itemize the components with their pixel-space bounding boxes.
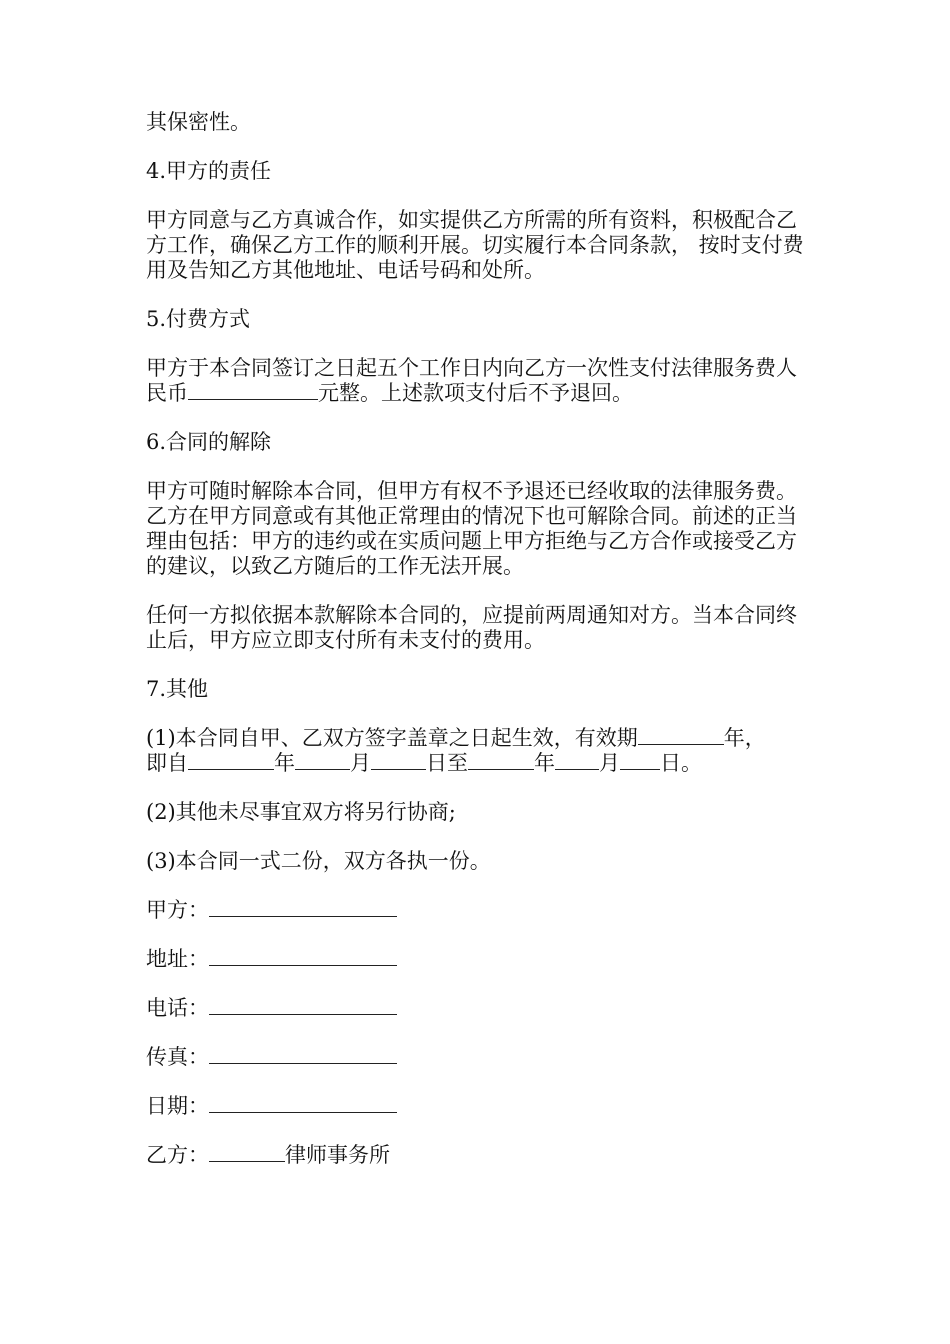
party-a-line xyxy=(146,898,810,923)
phone-blank[interactable] xyxy=(209,997,397,1015)
clause-other-matters: (2)其他未尽事宜双方将另行协商; xyxy=(146,800,456,824)
contract-page xyxy=(146,110,810,1168)
paragraph-payment xyxy=(146,356,810,406)
law-firm-name-blank[interactable] xyxy=(209,1144,285,1162)
phone-label: 电话： xyxy=(146,996,209,1020)
fax-blank[interactable] xyxy=(209,1046,397,1064)
paragraph-termination: 甲方可随时解除本合同，但甲方有权不予退还已经收取的法律服务费。乙方在甲方同意或有其他正常理由的情况下也可解除合同。前述的正当理由包括：甲方的违约或在实质问题上甲方拒绝与乙方合作或接受乙方的建议，以致乙方随后的工作无法开展。 xyxy=(146,479,797,578)
phone-line xyxy=(146,996,810,1021)
section-heading-6: 6.合同的解除 xyxy=(146,430,272,454)
section-heading-4: 4.甲方的责任 xyxy=(146,159,272,183)
paragraph-termination-notice: 任何一方拟依据本款解除本合同的，应提前两周通知对方。当本合同终止后，甲方应立即支付所有未支付的费用。 xyxy=(146,603,797,652)
from-label: 即自 xyxy=(146,751,188,775)
clause-effective-period xyxy=(146,726,810,776)
paragraph-confidentiality-tail: 其保密性。 xyxy=(146,110,251,134)
end-year-blank[interactable] xyxy=(468,752,534,770)
month-unit: 月 xyxy=(350,751,371,775)
party-a-blank[interactable] xyxy=(209,899,397,917)
fax-line xyxy=(146,1045,810,1070)
clause-copies: (3)本合同一式二份，双方各执一份。 xyxy=(146,849,491,873)
address-line xyxy=(146,947,810,972)
fax-label: 传真： xyxy=(146,1045,209,1069)
paragraph-party-a-responsibility: 甲方同意与乙方真诚合作，如实提供乙方所需的所有资料，积极配合乙方工作，确保乙方工作的顺利开展。切实履行本合同条款， 按时支付费用及告知乙方其他地址、电话号码和处所。 xyxy=(146,208,804,282)
date-blank[interactable] xyxy=(209,1095,397,1113)
party-a-label: 甲方： xyxy=(146,898,209,922)
address-blank[interactable] xyxy=(209,948,397,966)
validity-years-blank[interactable] xyxy=(638,727,724,745)
fee-amount-blank[interactable] xyxy=(188,382,318,400)
payment-text-before: 甲方于本合同签订之日起五个工作日内向乙方一次性支付法律服务费人民币 xyxy=(146,356,797,405)
day-to-unit: 日至 xyxy=(426,751,468,775)
effective-text: (1)本合同自甲、乙双方签字盖章之日起生效，有效期 xyxy=(146,726,638,750)
end-month-blank[interactable] xyxy=(555,752,599,770)
section-heading-7: 7.其他 xyxy=(146,677,209,701)
year-unit-2: 年 xyxy=(534,751,555,775)
party-b-line xyxy=(146,1143,810,1168)
party-b-label: 乙方： xyxy=(146,1143,209,1167)
payment-text-after: 元整。上述款项支付后不予退回。 xyxy=(318,381,633,405)
end-day-blank[interactable] xyxy=(620,752,660,770)
date-label: 日期： xyxy=(146,1094,209,1118)
year-unit: 年 xyxy=(274,751,295,775)
start-year-blank[interactable] xyxy=(188,752,274,770)
law-firm-suffix: 律师事务所 xyxy=(285,1143,390,1167)
address-label: 地址： xyxy=(146,947,209,971)
date-line xyxy=(146,1094,810,1119)
start-day-blank[interactable] xyxy=(371,752,426,770)
month-unit-2: 月 xyxy=(599,751,620,775)
section-heading-5: 5.付费方式 xyxy=(146,307,251,331)
years-unit: 年， xyxy=(723,726,766,750)
day-end-unit: 日。 xyxy=(660,751,702,775)
start-month-blank[interactable] xyxy=(295,752,350,770)
